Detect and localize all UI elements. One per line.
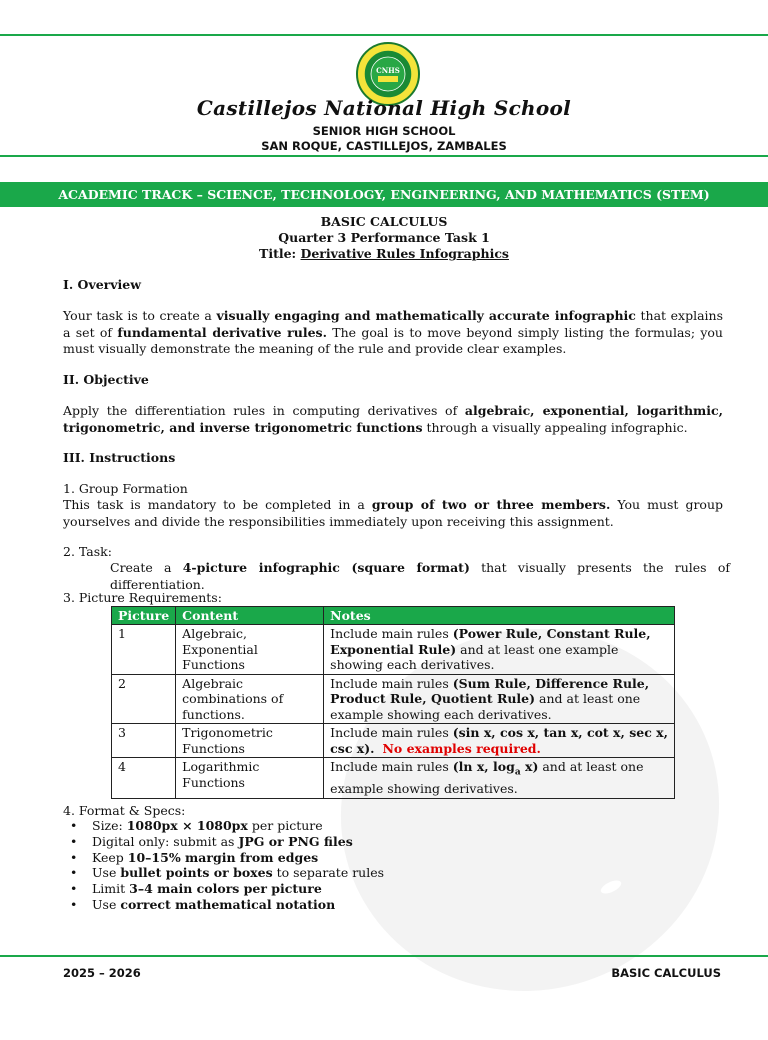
footer-subject: BASIC CALCULUS [611, 966, 721, 980]
footer-rule [0, 955, 768, 957]
group-formation-heading: 1. Group Formation [63, 481, 188, 496]
table-row: 2 Algebraic combinations of functions. Include main rules (Sum Rule, Difference Rule, Product Rule, Quotient Rule) and at least one example showing each derivatives. [112, 674, 675, 724]
table-header-row [112, 607, 675, 625]
picture-requirements-heading: 3. Picture Requirements: [63, 590, 222, 605]
school-name: Castillejos National High School [196, 96, 572, 120]
list-item: • Keep 10–15% margin from edges [92, 850, 384, 866]
instructions-heading: III. Instructions [63, 450, 176, 465]
objective-paragraph: Apply the differentiation rules in computing derivatives of algebraic, exponential, logarithmic, trigonometric, and inverse trigonometric functions through a visually appealing infographic. [63, 403, 723, 435]
table-row: 1 Algebraic, Exponential Functions Include main rules (Power Rule, Constant Rule, Exponential Rule) and at least one example showing each derivatives. [112, 625, 675, 675]
list-item: • Use bullet points or boxes to separate rules [92, 865, 384, 881]
format-list [63, 818, 384, 913]
table-row: 4 Logarithmic Functions Include main rules (ln x, $\log_a x$) and at least one example showing derivatives. [112, 758, 675, 799]
list-item: • Limit 3–4 main colors per picture [92, 881, 384, 897]
header-rule [0, 155, 768, 157]
task-title-text: Derivative Rules Infographics [300, 246, 509, 261]
group-formation-paragraph: This task is mandatory to be completed in a group of two or three members. You must group yourselves and divide the responsibilities immediately upon receiving this assignment. [63, 497, 724, 529]
list-item: • Digital only: submit as JPG or PNG files [92, 834, 384, 850]
col-header-picture: Picture [112, 607, 176, 625]
track-band: ACADEMIC TRACK – SCIENCE, TECHNOLOGY, ENGINEERING, AND MATHEMATICS (STEM) [0, 182, 768, 207]
overview-heading: I. Overview [63, 277, 141, 292]
format-heading: 4. Format & Specs: [63, 803, 186, 818]
division-label: SENIOR HIGH SCHOOL [312, 124, 456, 138]
subject-title: BASIC CALCULUS [320, 214, 448, 229]
top-rule [0, 34, 768, 36]
footer-year: 2025 – 2026 [63, 966, 141, 980]
list-item: • Size: 1080px × 1080px per picture [92, 818, 384, 834]
task-paragraph: Create a 4-picture infographic (square format) that visually presents the rules of differentiation. [110, 560, 730, 592]
col-header-notes: Notes [324, 607, 675, 625]
table-row: 3 Trigonometric Functions Include main rules (sin x, cos x, tan x, cot x, sec x, csc x). No examples required. [112, 724, 675, 758]
requirements-table [111, 606, 675, 799]
task-title: Title: Derivative Rules Infographics [259, 246, 509, 261]
school-address: SAN ROQUE, CASTILLEJOS, ZAMBALES [261, 139, 507, 153]
no-examples-note: No examples required. [382, 740, 541, 756]
quarter-title: Quarter 3 Performance Task 1 [278, 230, 490, 245]
list-item: • Use correct mathematical notation [92, 897, 384, 913]
objective-heading: II. Objective [63, 372, 149, 387]
col-header-content: Content [176, 607, 324, 625]
svg-text:CNHS: CNHS [376, 66, 400, 75]
overview-paragraph: Your task is to create a visually engaging and mathematically accurate infographic that explains a set of fundamental derivative rules. The goal is to move beyond simply listing the formulas; you must visually demonstrate the meaning of the rule and provide clear examples. [63, 308, 723, 356]
task-heading: 2. Task: [63, 544, 112, 559]
